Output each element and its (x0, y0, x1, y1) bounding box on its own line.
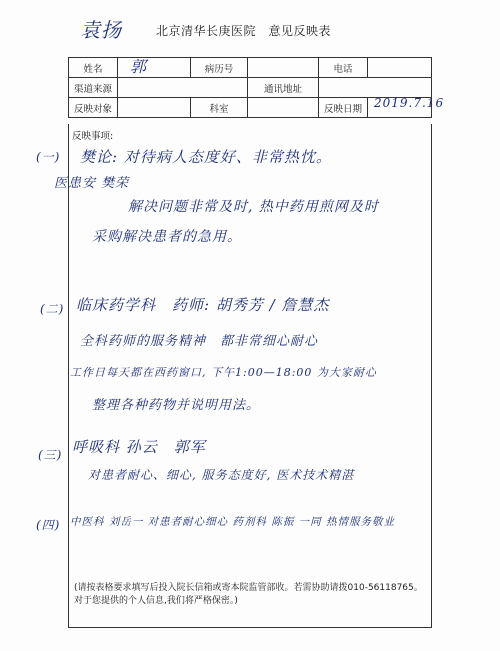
channel-label: 渠道来源 (69, 78, 118, 98)
section-4-line-1: 中医科 刘岳一 对患者耐心细心 药剂科 陈振 一同 热情服务敬业 (70, 516, 396, 528)
section-4-marker: (四) (36, 518, 61, 532)
date-field (368, 96, 445, 118)
section-3-line-2: 对患者耐心、细心, 服务态度好, 医术技术精湛 (88, 468, 355, 482)
section-1-line-2: 医患安 樊荣 (54, 176, 130, 191)
date-label: 反映日期 (319, 98, 368, 118)
section-1-line-1: 樊论: 对待病人态度好、非常热忱。 (80, 148, 332, 166)
section-1-line-3: 解决问题非常及时, 热中药用煎网及时 (128, 199, 379, 215)
dept-label: 科室 (191, 98, 248, 118)
info-table (68, 57, 445, 118)
name-label: 姓名 (69, 58, 118, 78)
section-2-marker: (二) (40, 302, 65, 316)
section-3-line-1: 呼吸科 孙云 郭军 (72, 438, 206, 456)
section-1-line-4: 采购解决患者的急用。 (92, 229, 242, 245)
section-3-marker: (三) (38, 448, 63, 462)
document-title: 北京清华长庚医院 意见反映表 (156, 24, 332, 38)
record-label: 病历号 (191, 58, 248, 78)
channel-field (118, 78, 248, 98)
content-label: 反映事项: (72, 131, 114, 142)
phone-label: 电话 (319, 58, 368, 78)
name-field (118, 58, 191, 78)
section-2-line-2: 全科药师的服务精神 都非常细心耐心 (80, 334, 319, 349)
footer-note: (请按表格要求填写后投入院长信箱或寄本院监管部收。若需协助请拨010-56118765。对于您提供的个人信息,我们将严格保密。) (74, 583, 423, 606)
record-field (248, 58, 319, 78)
target-label: 反映对象 (69, 98, 118, 118)
section-1-marker: (一) (36, 150, 61, 164)
section-2-line-3: 工作日每天都在西药窗口, 下午1:00—18:00 为大家耐心 (70, 366, 377, 379)
address-label: 通讯地址 (248, 78, 319, 98)
phone-field (368, 58, 432, 78)
target-field (118, 98, 191, 118)
section-2-line-4: 整理各种药物并说明用法。 (92, 398, 261, 413)
dept-field (248, 98, 319, 118)
section-2-line-1: 临床药学科 药师: 胡秀芳 / 詹慧杰 (76, 296, 330, 314)
date-value: 2019.7.16 (374, 96, 445, 110)
handwritten-signature: 袁扬 (80, 18, 122, 42)
address-field (319, 78, 432, 98)
name-value: 郭 (130, 57, 148, 76)
